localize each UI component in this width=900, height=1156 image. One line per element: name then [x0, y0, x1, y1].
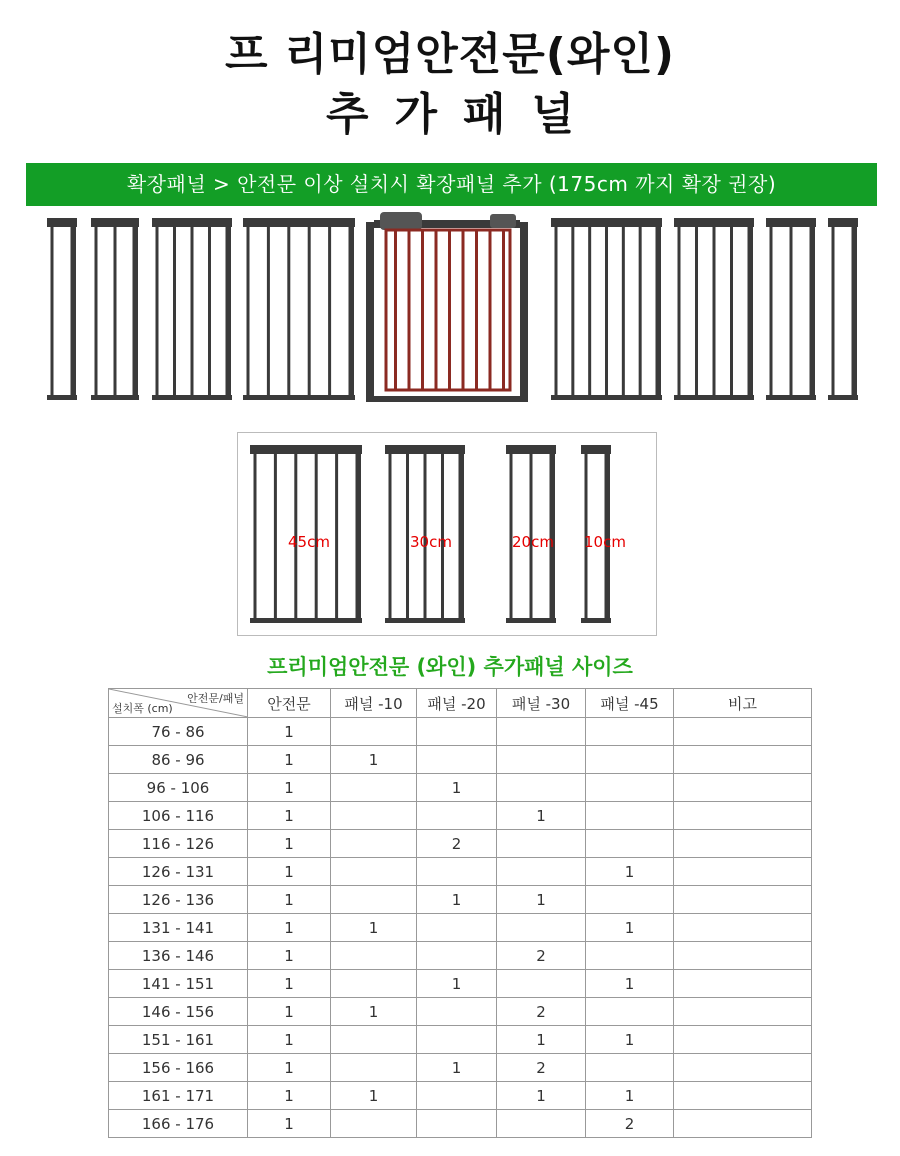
quantity-cell: 1 [417, 970, 497, 998]
gate-bar [475, 230, 478, 390]
panel-bar [588, 227, 591, 397]
panel-bar [605, 227, 608, 397]
extension-panel [766, 218, 816, 400]
panel-size-label: 10cm [584, 533, 626, 551]
quantity-cell: 1 [248, 970, 331, 998]
quantity-cell [586, 942, 674, 970]
table-row [109, 1082, 812, 1110]
quantity-cell: 1 [248, 914, 331, 942]
panel-bar [622, 227, 625, 397]
quantity-cell [331, 1054, 417, 1082]
gate-bar [448, 230, 451, 390]
panel-bar [328, 227, 331, 397]
panel-bar [713, 227, 716, 397]
quantity-cell [331, 718, 417, 746]
quantity-cell [417, 1110, 497, 1138]
quantity-cell [417, 718, 497, 746]
quantity-cell [497, 914, 586, 942]
quantity-cell: 1 [248, 1026, 331, 1054]
quantity-cell [586, 746, 674, 774]
quantity-cell: 1 [248, 746, 331, 774]
quantity-cell: 1 [331, 914, 417, 942]
panel-bottom-rail [243, 395, 355, 400]
panel-side-post [72, 218, 76, 400]
quantity-cell [497, 774, 586, 802]
quantity-cell [674, 1026, 812, 1054]
table-row [109, 914, 812, 942]
quantity-cell: 1 [248, 886, 331, 914]
gate-left-post [366, 222, 374, 400]
table-row [109, 802, 812, 830]
quantity-cell [674, 830, 812, 858]
table-row [109, 718, 812, 746]
range-cell: 116 - 126 [109, 830, 248, 858]
column-header: 패널 -45 [586, 689, 674, 718]
panel-bar [114, 227, 117, 397]
quantity-cell: 1 [417, 886, 497, 914]
quantity-cell [586, 1054, 674, 1082]
quantity-cell: 1 [417, 774, 497, 802]
panel-side-post [357, 445, 361, 623]
range-cell: 166 - 176 [109, 1110, 248, 1138]
panel-bar [678, 227, 681, 397]
table-row [109, 998, 812, 1026]
range-cell: 156 - 166 [109, 1054, 248, 1082]
panel-side-post [853, 218, 857, 400]
quantity-cell: 1 [331, 1082, 417, 1110]
panel-side-post [657, 218, 661, 400]
quantity-cell [674, 914, 812, 942]
panel-top-rail [250, 445, 362, 454]
panel-bar [51, 227, 54, 397]
quantity-cell: 1 [248, 718, 331, 746]
gate-hinge [490, 214, 516, 228]
panel-bar [274, 454, 277, 620]
gate-bottom-rail [366, 396, 528, 402]
quantity-cell [331, 942, 417, 970]
quantity-cell: 2 [586, 1110, 674, 1138]
page-title: 프 리미엄안전문(와인) [224, 29, 676, 80]
gate-latch [380, 212, 422, 230]
table-row [109, 858, 812, 886]
column-header: 패널 -30 [497, 689, 586, 718]
table-row [109, 886, 812, 914]
panel-top-rail [506, 445, 556, 454]
quantity-cell: 1 [586, 858, 674, 886]
quantity-cell: 1 [248, 830, 331, 858]
quantity-cell [586, 886, 674, 914]
panel-top-rail [243, 218, 355, 227]
panel-bar [555, 227, 558, 397]
table-corner-cell [109, 689, 248, 718]
quantity-cell [674, 998, 812, 1026]
panel-bottom-rail [250, 618, 362, 623]
table-row [109, 1026, 812, 1054]
quantity-cell [331, 1110, 417, 1138]
table-row [109, 774, 812, 802]
quantity-cell [417, 746, 497, 774]
range-cell: 76 - 86 [109, 718, 248, 746]
panel-bar [254, 454, 257, 620]
panel-bar [335, 454, 338, 620]
column-header: 비고 [674, 689, 812, 718]
range-cell: 146 - 156 [109, 998, 248, 1026]
panel-bar [639, 227, 642, 397]
table-body [109, 718, 812, 1138]
panel-bar [695, 227, 698, 397]
quantity-cell [674, 1054, 812, 1082]
quantity-cell [497, 746, 586, 774]
range-cell: 131 - 141 [109, 914, 248, 942]
panel-top-rail [152, 218, 232, 227]
quantity-cell: 1 [417, 1054, 497, 1082]
quantity-cell [497, 718, 586, 746]
panel-side-post [134, 218, 138, 400]
panel-size-label: 30cm [410, 533, 452, 551]
quantity-cell [497, 858, 586, 886]
quantity-cell: 1 [331, 746, 417, 774]
extension-panel [828, 218, 858, 400]
quantity-cell [417, 914, 497, 942]
table-title: 프리미엄안전문 (와인) 추가패널 사이즈 [267, 655, 633, 679]
gate-bar [408, 230, 411, 390]
quantity-cell: 1 [248, 942, 331, 970]
gate-with-panels-illustration [0, 208, 900, 408]
column-header: 패널 -10 [331, 689, 417, 718]
quantity-cell [417, 802, 497, 830]
quantity-cell: 1 [248, 998, 331, 1026]
quantity-cell: 1 [248, 774, 331, 802]
quantity-cell [674, 942, 812, 970]
quantity-cell: 1 [586, 914, 674, 942]
quantity-cell [331, 1026, 417, 1054]
panel-side-post [227, 218, 231, 400]
info-banner: 확장패널 > 안전문 이상 설치시 확장패널 추가 (175cm 까지 확장 권장) [26, 163, 877, 206]
panel-bar [173, 227, 176, 397]
quantity-cell: 1 [331, 998, 417, 1026]
quantity-cell [586, 802, 674, 830]
quantity-cell: 2 [497, 942, 586, 970]
quantity-cell [417, 942, 497, 970]
panel-bar [191, 227, 194, 397]
panel-bar [247, 227, 250, 397]
quantity-cell [331, 970, 417, 998]
quantity-cell [331, 858, 417, 886]
extension-panel [674, 218, 754, 400]
quantity-cell: 1 [586, 1026, 674, 1054]
gate-bar [435, 230, 438, 390]
quantity-cell [674, 718, 812, 746]
quantity-cell [497, 970, 586, 998]
gate-bar [489, 230, 492, 390]
column-header: 패널 -20 [417, 689, 497, 718]
panel-bar [770, 227, 773, 397]
column-header: 안전문 [248, 689, 331, 718]
range-cell: 106 - 116 [109, 802, 248, 830]
quantity-cell [331, 774, 417, 802]
quantity-cell: 1 [248, 1082, 331, 1110]
range-cell: 86 - 96 [109, 746, 248, 774]
gate-bar [462, 230, 465, 390]
extension-panel [551, 218, 662, 400]
quantity-cell [674, 886, 812, 914]
range-cell: 136 - 146 [109, 942, 248, 970]
page-subtitle-heading: 추가패널 [325, 89, 600, 140]
gate-bar [394, 230, 397, 390]
quantity-cell: 1 [497, 1026, 586, 1054]
quantity-cell [417, 1026, 497, 1054]
corner-label-bottom: 설치폭 (cm) [112, 702, 173, 715]
range-cell: 96 - 106 [109, 774, 248, 802]
quantity-cell: 1 [586, 970, 674, 998]
panel-bar [730, 227, 733, 397]
quantity-cell [674, 802, 812, 830]
extension-panel [243, 218, 355, 400]
range-cell: 151 - 161 [109, 1026, 248, 1054]
quantity-cell [674, 970, 812, 998]
range-cell: 126 - 136 [109, 886, 248, 914]
panel-side-post [749, 218, 753, 400]
quantity-cell [497, 830, 586, 858]
quantity-cell [417, 998, 497, 1026]
panel-size-table [108, 688, 812, 1138]
panel-bar [389, 454, 392, 620]
panel-bar [156, 227, 159, 397]
table-row [109, 830, 812, 858]
panel-size-label: 45cm [288, 533, 330, 551]
panel-top-rail [551, 218, 662, 227]
quantity-cell: 1 [248, 802, 331, 830]
panel-bar [267, 227, 270, 397]
panel-size-label: 20cm [512, 533, 554, 551]
panel-bar [790, 227, 793, 397]
gate-bar [502, 230, 505, 390]
safety-gate [366, 212, 528, 402]
quantity-cell: 1 [248, 1054, 331, 1082]
quantity-cell [674, 746, 812, 774]
quantity-cell: 1 [497, 886, 586, 914]
quantity-cell [497, 1110, 586, 1138]
panel-side-post [811, 218, 815, 400]
panel-sizes-figure [237, 432, 657, 636]
panel-top-rail [766, 218, 816, 227]
quantity-cell: 1 [497, 802, 586, 830]
table-row [109, 942, 812, 970]
corner-label-top: 안전문/패널 [187, 692, 244, 705]
quantity-cell [331, 802, 417, 830]
range-cell: 126 - 131 [109, 858, 248, 886]
quantity-cell: 2 [497, 1054, 586, 1082]
quantity-cell: 1 [586, 1082, 674, 1110]
panel-bar [95, 227, 98, 397]
panel-bar [308, 227, 311, 397]
table-row [109, 970, 812, 998]
table-row [109, 1054, 812, 1082]
table-row [109, 1110, 812, 1138]
table-row [109, 746, 812, 774]
quantity-cell: 2 [497, 998, 586, 1026]
quantity-cell [586, 774, 674, 802]
range-cell: 141 - 151 [109, 970, 248, 998]
quantity-cell [417, 858, 497, 886]
panel-side-post [350, 218, 354, 400]
gate-bar [421, 230, 424, 390]
quantity-cell: 1 [497, 1082, 586, 1110]
extension-panel [91, 218, 139, 400]
panel-bar [832, 227, 835, 397]
panel-bar [406, 454, 409, 620]
quantity-cell [674, 774, 812, 802]
panel-bar [208, 227, 211, 397]
quantity-cell [331, 830, 417, 858]
quantity-cell: 1 [248, 1110, 331, 1138]
extension-panel [152, 218, 232, 400]
panel-top-rail [674, 218, 754, 227]
panel-top-rail [91, 218, 139, 227]
quantity-cell [331, 886, 417, 914]
quantity-cell: 2 [417, 830, 497, 858]
quantity-cell: 1 [248, 858, 331, 886]
quantity-cell [674, 1082, 812, 1110]
panel-side-post [460, 445, 464, 623]
quantity-cell [674, 1110, 812, 1138]
extension-panel [47, 218, 77, 400]
quantity-cell [417, 1082, 497, 1110]
table-header-row [109, 689, 812, 718]
gate-right-post [520, 222, 528, 400]
panel-bar [287, 227, 290, 397]
panel-top-rail [385, 445, 465, 454]
quantity-cell [586, 830, 674, 858]
quantity-cell [586, 718, 674, 746]
range-cell: 161 - 171 [109, 1082, 248, 1110]
panel-bar [571, 227, 574, 397]
quantity-cell [586, 998, 674, 1026]
quantity-cell [674, 858, 812, 886]
